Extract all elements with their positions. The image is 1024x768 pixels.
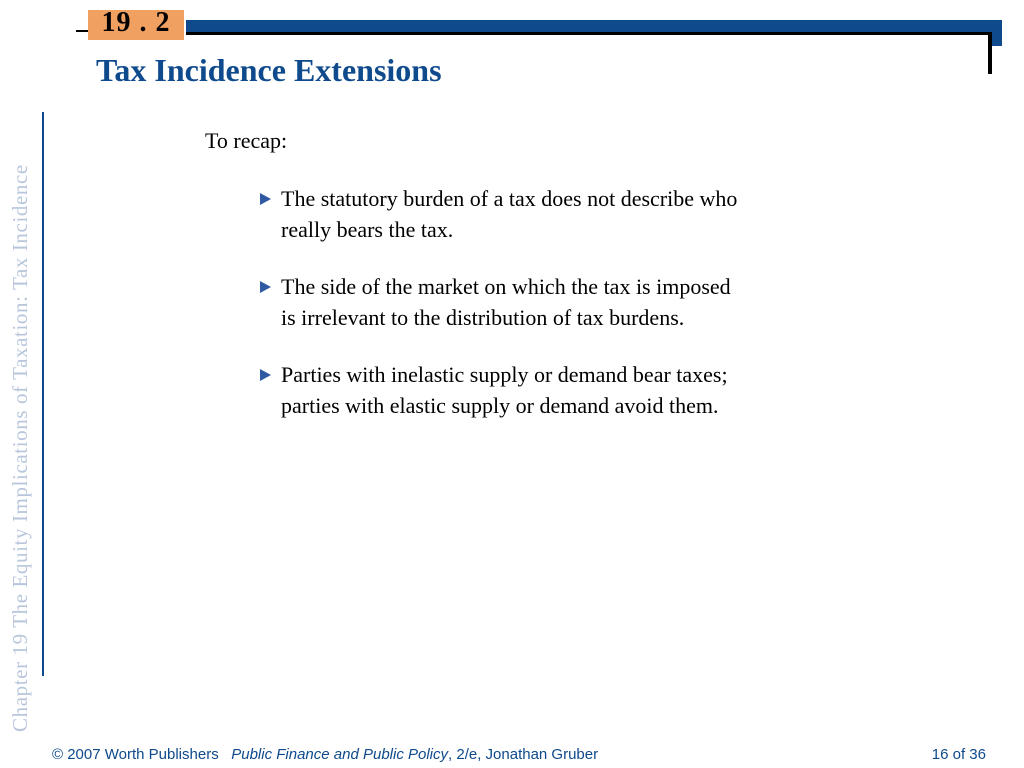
bullet-item <box>258 183 818 245</box>
footer-edition-author: , 2/e, Jonathan Gruber <box>448 746 599 763</box>
slide-title: Tax Incidence Extensions <box>96 52 442 88</box>
footer-book-title: Public Finance and Public Policy <box>231 746 449 763</box>
bullet-text-line: The statutory burden of a tax does not describe who <box>281 186 738 211</box>
bullet-text-line: really bears the tax. <box>281 217 454 242</box>
footer-credit <box>52 746 598 763</box>
header-left-dash <box>76 30 88 32</box>
bullet-text-line: parties with elastic supply or demand avoid them. <box>281 393 719 418</box>
page-indicator: 16 of 36 <box>931 746 986 763</box>
header-rule <box>186 32 992 35</box>
bullet-text-line: Parties with inelastic supply or demand bear taxes; <box>281 362 728 387</box>
bullet-list <box>258 183 818 447</box>
bullet-item <box>258 271 818 333</box>
header-corner-rule <box>988 32 992 74</box>
chapter-label: Chapter 19 The Equity Implications of Taxation: Tax Incidence <box>8 164 32 732</box>
bullet-item <box>258 359 818 421</box>
triangle-bullet-icon <box>260 193 271 205</box>
side-rail <box>42 112 44 676</box>
bullet-text-line: The side of the market on which the tax is imposed <box>281 274 731 299</box>
footer-copyright: © 2007 Worth Publishers <box>52 746 219 763</box>
triangle-bullet-icon <box>260 369 271 381</box>
section-number: 19 . 2 <box>101 7 171 38</box>
triangle-bullet-icon <box>260 281 271 293</box>
bullet-text-line: is irrelevant to the distribution of tax burdens. <box>281 305 685 330</box>
intro-text: To recap: <box>205 128 288 153</box>
